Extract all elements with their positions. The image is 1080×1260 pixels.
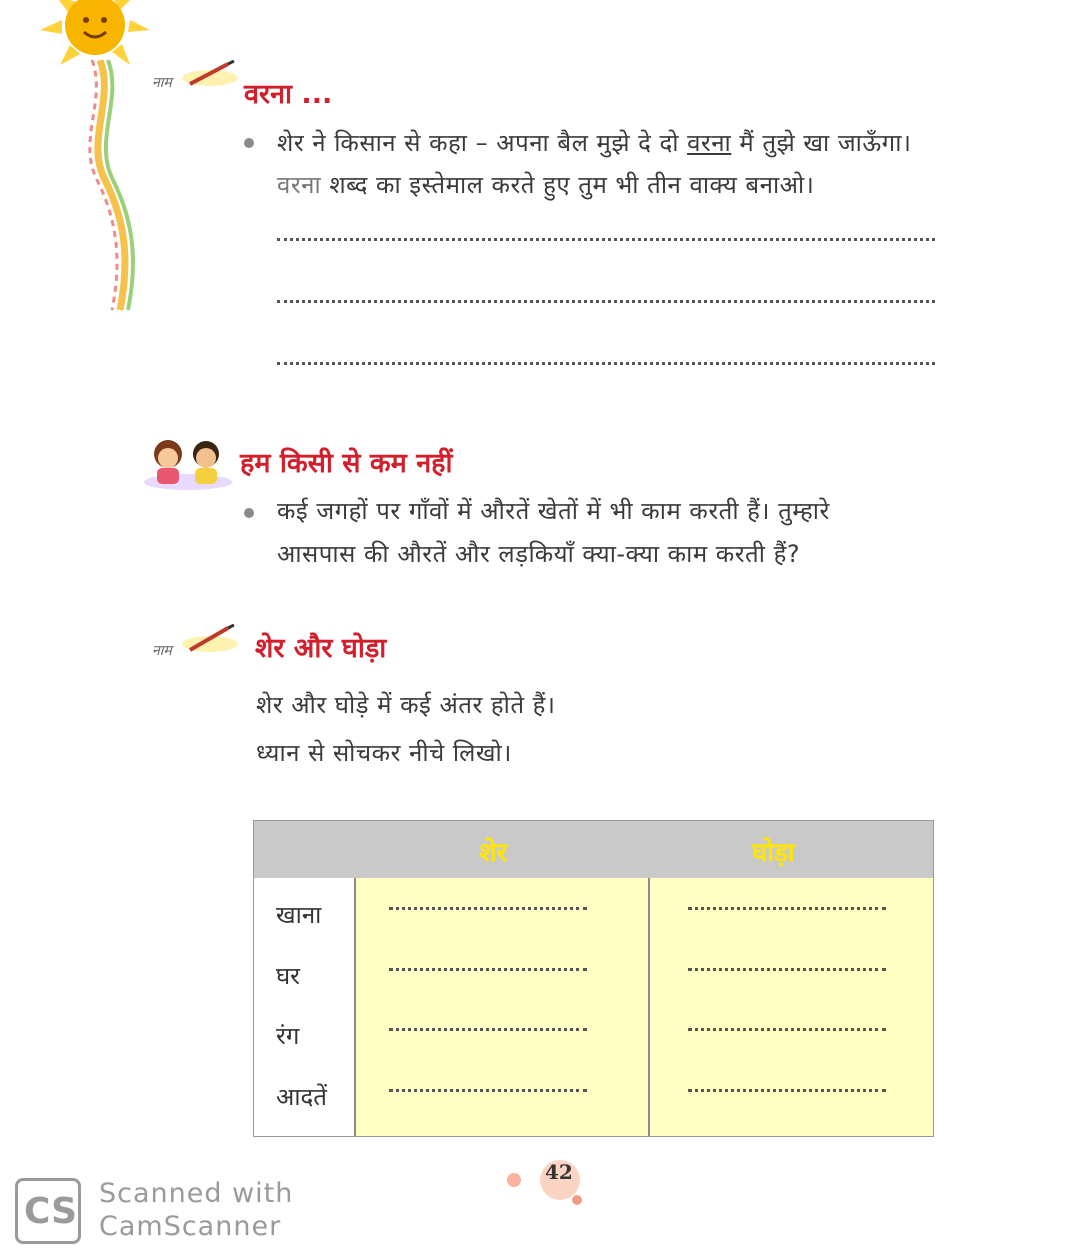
paragraph-line: ध्यान से सोचकर नीचे लिखो। [256,739,512,767]
answer-line[interactable] [389,907,587,910]
pencil-icon-group [152,72,172,92]
naam-label: नाम [152,643,172,659]
answer-line[interactable] [389,1089,587,1092]
answer-line[interactable] [389,1028,587,1031]
scanned-with-text: Scanned with [99,1178,294,1209]
answer-line[interactable] [277,300,935,303]
text-span: मैं तुझे खा जाऊँगा। [731,129,912,157]
row-label-ghar: घर [276,962,300,990]
row-label-khana: खाना [276,901,322,929]
pencil-icon-group [152,640,172,660]
comparison-table [253,820,934,1137]
highlight-word: वरना [277,171,322,199]
text-span: शब्द का इस्तेमाल करते हुए तुम भी तीन वाक्य बनाओ। [321,171,815,199]
column-header-sher: शेर [479,838,508,868]
answer-line[interactable] [389,968,587,971]
column-ghoda-cells [650,878,933,1136]
page-number: 42 [545,1160,573,1184]
row-label-aadaten: आदतें [276,1083,327,1111]
camscanner-logo [15,1178,81,1244]
answer-line[interactable] [688,968,886,971]
section-heading-hum-kisi-se: हम किसी से कम नहीं [240,448,453,479]
pencil-icon [180,624,240,654]
paragraph-line [277,168,947,201]
camscanner-text: CamScanner [99,1211,282,1242]
section-heading-varna: वरना ... [244,79,333,110]
pencil-icon [180,60,240,88]
answer-line[interactable] [277,362,935,365]
bullet-icon [244,508,254,518]
column-header-ghoda: घोड़ा [752,838,795,868]
text-span: शेर ने किसान से कहा – अपना बैल मुझे दे दो [277,129,688,157]
naam-label: नाम [152,75,172,91]
section-heading-sher-aur-ghoda: शेर और घोड़ा [255,633,387,664]
answer-line[interactable] [277,238,935,241]
answer-line[interactable] [688,907,886,910]
paragraph-line: कई जगहों पर गाँवों में औरतें खेतों में भी काम करती हैं। तुम्हारे [277,497,830,525]
ribbon-decoration [80,60,140,320]
camscanner-logo-text: CS [24,1191,78,1232]
answer-line[interactable] [688,1089,886,1092]
row-labels-column [254,878,356,1136]
answer-line[interactable] [688,1028,886,1031]
bullet-icon [244,138,254,148]
underlined-word: वरना [687,129,732,157]
table-header [254,821,933,880]
column-sher-cells [356,878,650,1136]
paragraph-line: आसपास की औरतें और लड़कियाँ क्या-क्या काम करती हैं? [277,540,801,568]
children-illustration [143,432,233,490]
row-label-rang: रंग [276,1022,300,1050]
paragraph-line: शेर और घोड़े में कई अंतर होते हैं। [256,691,556,719]
paragraph-line [277,126,947,159]
